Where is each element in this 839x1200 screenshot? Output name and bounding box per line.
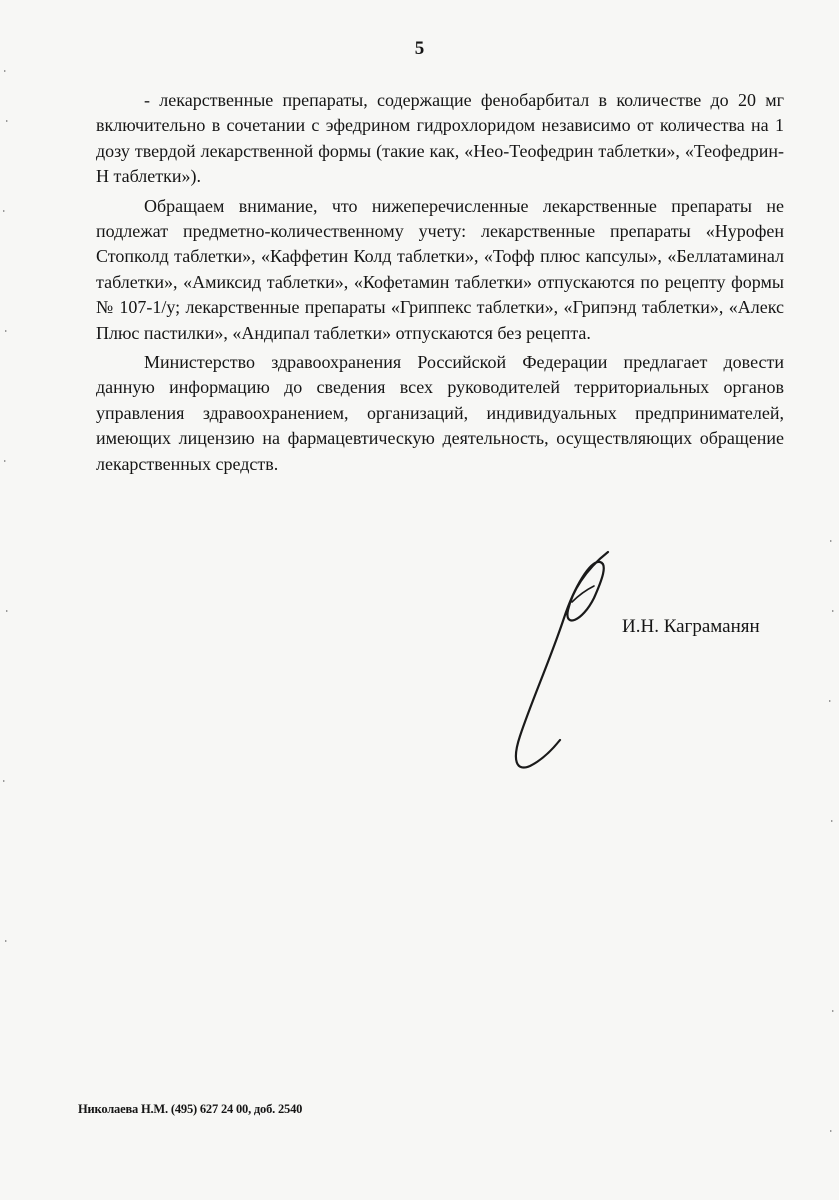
letter-body (96, 88, 784, 481)
paragraph-ministry-request: Министерство здравоохранения Российской Федерации предлагает довести данную информацию до сведения всех руководителей территориальных органов управления здравоохранением, организаций, индивидуальных предпринимателей, имеющих лицензию на фармацевтическую деятельность, осуществляющих обращение лекарственных средств. (96, 352, 784, 474)
footer-contact: Николаева Н.М. (495) 627 24 00, доб. 2540 (78, 1102, 303, 1116)
page-number: 5 (414, 38, 425, 59)
paragraph-phenobarbital: - лекарственные препараты, содержащие фенобарбитал в количестве до 20 мг включительно в сочетании с эфедрином гидрохлоридом независимо от количества на 1 дозу твердой лекарственной формы (такие как, «Нео-Теофедрин таблетки», «Теофедрин-Н таблетки»). (96, 90, 784, 187)
signer-name: И.Н. Каграманян (622, 616, 760, 637)
handwritten-signature (490, 540, 650, 780)
paragraph-not-subject-to-accounting: Обращаем внимание, что нижеперечисленные лекарственные препараты не подлежат предметно-количественному учету: лекарственные препараты «Нурофен Стопколд таблетки», «Каффетин Колд таблетки», «Тофф плюс капсулы», «Беллатаминал таблетки», «Амиксид таблетки», «Кофетамин таблетки» отпускаются по рецепту формы № 107-1/у; лекарственные препараты «Гриппекс таблетки», «Грипэнд таблетки», «Алекс Плюс пастилки», «Андипал таблетки» отпускаются без рецепта. (96, 195, 784, 343)
